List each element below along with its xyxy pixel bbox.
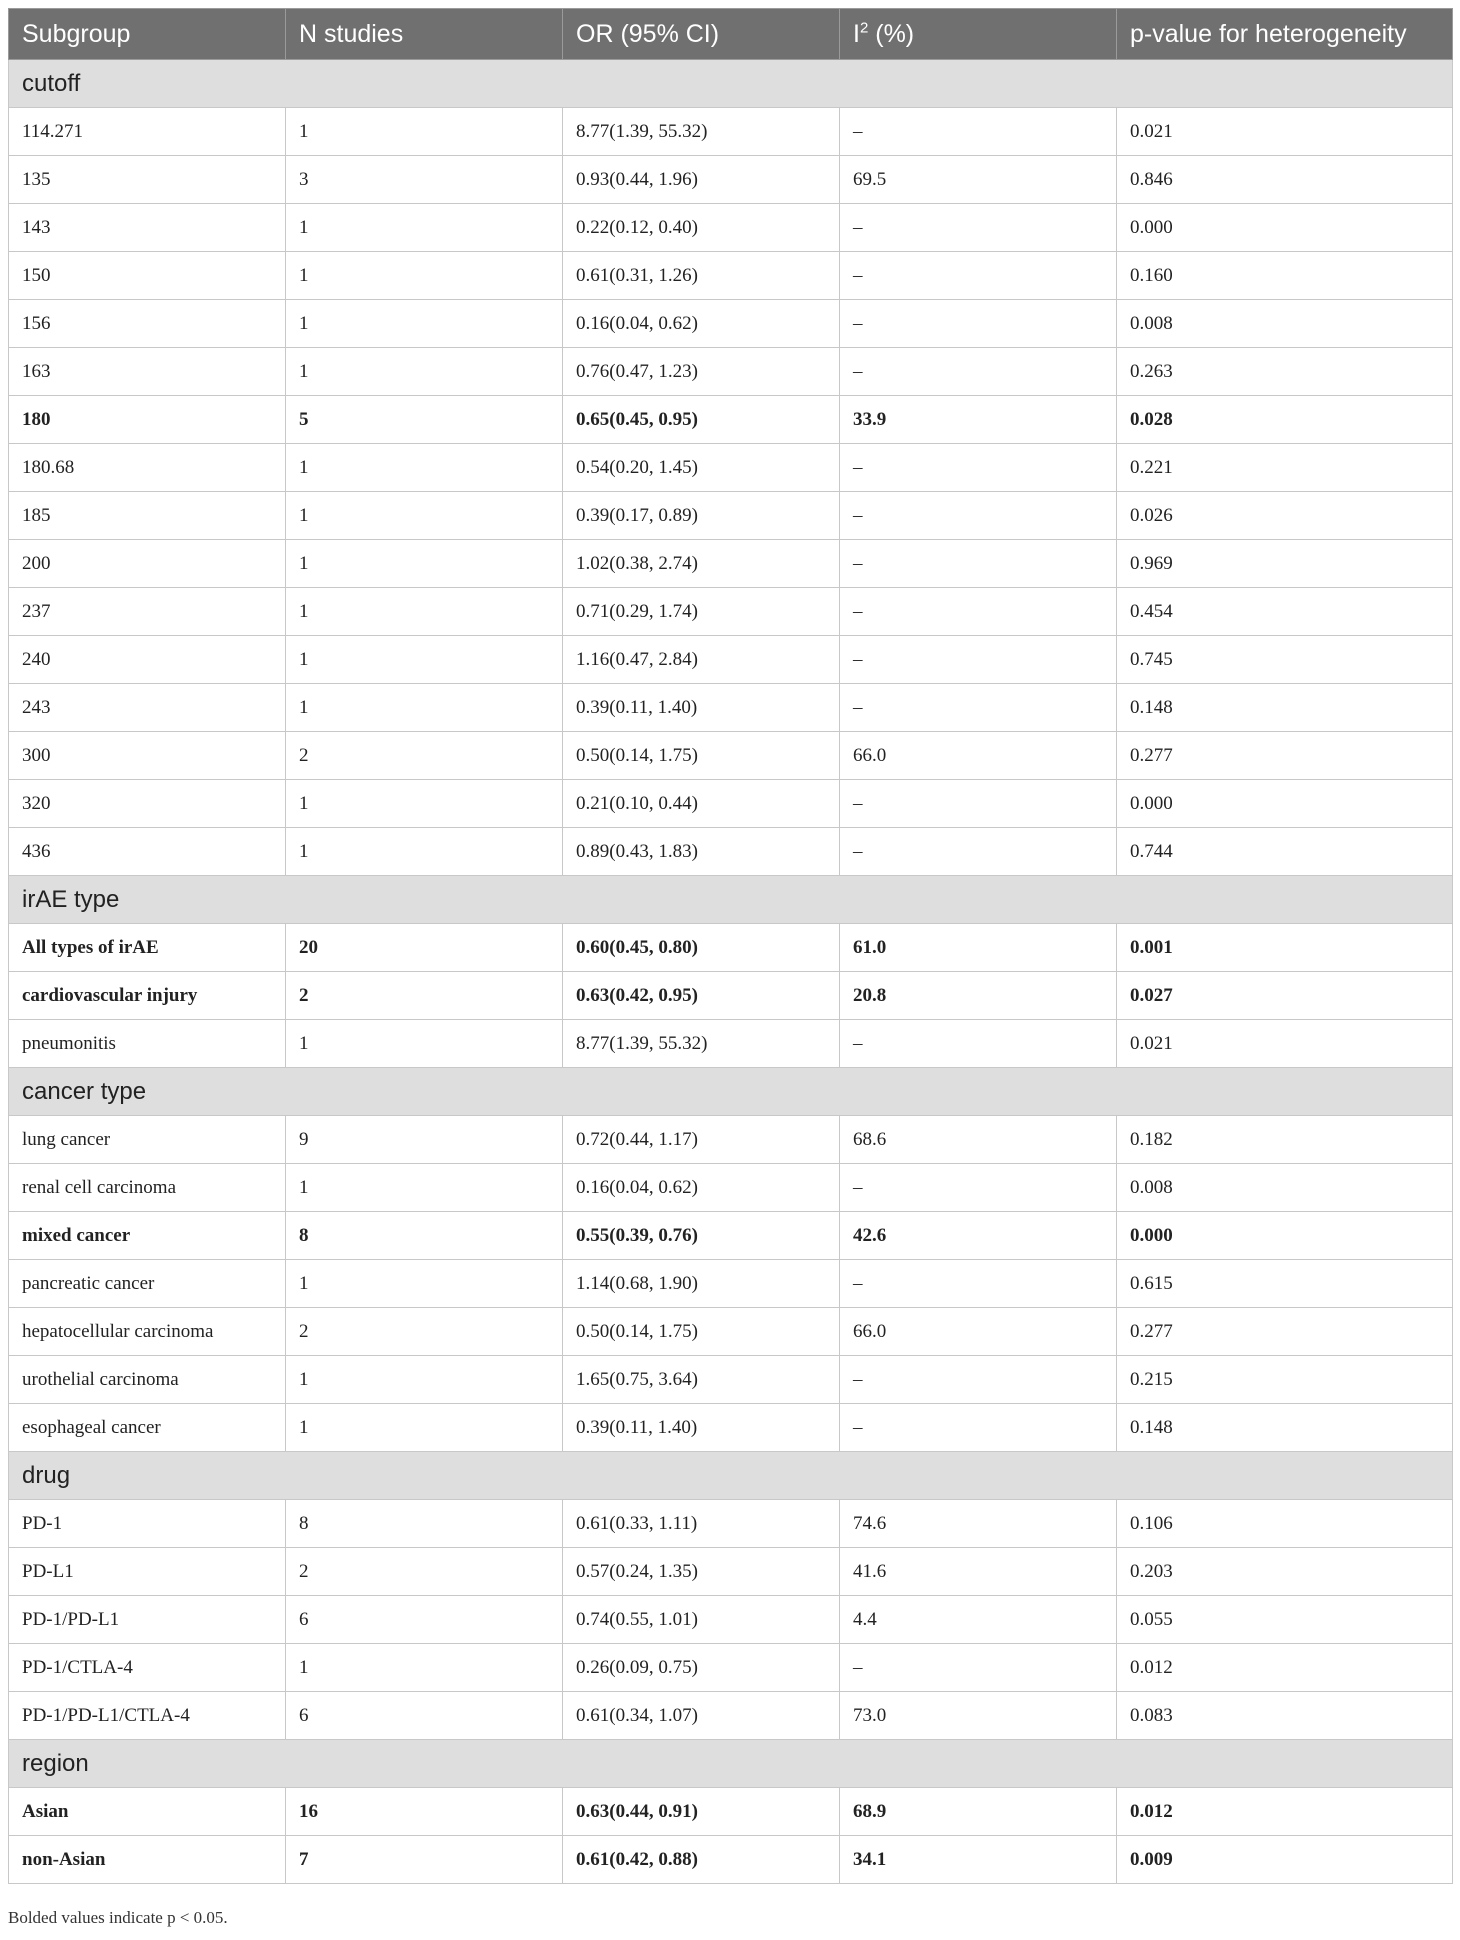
cell-p-value: 0.969 — [1117, 540, 1453, 588]
cell-p-value: 0.027 — [1117, 972, 1453, 1020]
cell-or-ci: 0.93(0.44, 1.96) — [563, 156, 840, 204]
header-i2-unit: (%) — [868, 19, 915, 48]
cell-n-studies: 1 — [286, 1020, 563, 1068]
cell-i2: 4.4 — [840, 1596, 1117, 1644]
cell-or-ci: 0.71(0.29, 1.74) — [563, 588, 840, 636]
cell-subgroup: 320 — [9, 780, 286, 828]
cell-subgroup: mixed cancer — [9, 1212, 286, 1260]
cell-or-ci: 0.54(0.20, 1.45) — [563, 444, 840, 492]
cell-n-studies: 1 — [286, 444, 563, 492]
cell-n-studies: 9 — [286, 1116, 563, 1164]
cell-n-studies: 1 — [286, 684, 563, 732]
cell-or-ci: 0.61(0.34, 1.07) — [563, 1692, 840, 1740]
table-row — [9, 204, 1453, 252]
cell-p-value: 0.021 — [1117, 108, 1453, 156]
cell-i2: – — [840, 252, 1117, 300]
cell-or-ci: 0.22(0.12, 0.40) — [563, 204, 840, 252]
cell-p-value: 0.846 — [1117, 156, 1453, 204]
cell-p-value: 0.160 — [1117, 252, 1453, 300]
cell-or-ci: 0.61(0.42, 0.88) — [563, 1836, 840, 1884]
cell-i2: 66.0 — [840, 1308, 1117, 1356]
cell-or-ci: 1.16(0.47, 2.84) — [563, 636, 840, 684]
table-row — [9, 972, 1453, 1020]
table-row — [9, 1404, 1453, 1452]
cell-n-studies: 1 — [286, 204, 563, 252]
table-row — [9, 1548, 1453, 1596]
table-row — [9, 1644, 1453, 1692]
table-row — [9, 1164, 1453, 1212]
cell-i2: – — [840, 1260, 1117, 1308]
cell-or-ci: 0.50(0.14, 1.75) — [563, 732, 840, 780]
header-i2-base: I — [853, 19, 860, 48]
cell-n-studies: 6 — [286, 1692, 563, 1740]
header-n-studies: N studies — [286, 9, 563, 60]
cell-subgroup: 156 — [9, 300, 286, 348]
cell-subgroup: 237 — [9, 588, 286, 636]
table-row — [9, 924, 1453, 972]
cell-n-studies: 1 — [286, 1260, 563, 1308]
cell-n-studies: 20 — [286, 924, 563, 972]
cell-subgroup: renal cell carcinoma — [9, 1164, 286, 1212]
cell-p-value: 0.001 — [1117, 924, 1453, 972]
table-row — [9, 444, 1453, 492]
table-row — [9, 108, 1453, 156]
table-row — [9, 396, 1453, 444]
section-header-row — [9, 1068, 1453, 1116]
cell-n-studies: 5 — [286, 396, 563, 444]
cell-subgroup: 135 — [9, 156, 286, 204]
cell-subgroup: 240 — [9, 636, 286, 684]
cell-or-ci: 0.72(0.44, 1.17) — [563, 1116, 840, 1164]
cell-n-studies: 1 — [286, 348, 563, 396]
cell-p-value: 0.026 — [1117, 492, 1453, 540]
section-header-row — [9, 60, 1453, 108]
cell-or-ci: 0.61(0.33, 1.11) — [563, 1500, 840, 1548]
cell-subgroup: 143 — [9, 204, 286, 252]
cell-i2: – — [840, 204, 1117, 252]
cell-n-studies: 1 — [286, 1164, 563, 1212]
cell-i2: – — [840, 1644, 1117, 1692]
cell-n-studies: 16 — [286, 1788, 563, 1836]
table-row — [9, 1116, 1453, 1164]
subgroup-analysis-table — [8, 8, 1453, 1884]
cell-i2: – — [840, 1356, 1117, 1404]
cell-or-ci: 0.61(0.31, 1.26) — [563, 252, 840, 300]
cell-p-value: 0.148 — [1117, 684, 1453, 732]
cell-p-value: 0.000 — [1117, 204, 1453, 252]
cell-subgroup: 200 — [9, 540, 286, 588]
table-row — [9, 1308, 1453, 1356]
header-subgroup: Subgroup — [9, 9, 286, 60]
cell-i2: – — [840, 108, 1117, 156]
cell-n-studies: 2 — [286, 1548, 563, 1596]
cell-subgroup: Asian — [9, 1788, 286, 1836]
header-i2-superscript: 2 — [859, 19, 869, 37]
cell-subgroup: 163 — [9, 348, 286, 396]
cell-i2: – — [840, 588, 1117, 636]
cell-p-value: 0.148 — [1117, 1404, 1453, 1452]
cell-or-ci: 0.39(0.11, 1.40) — [563, 1404, 840, 1452]
cell-subgroup: All types of irAE — [9, 924, 286, 972]
table-row — [9, 348, 1453, 396]
cell-n-studies: 2 — [286, 972, 563, 1020]
cell-i2: – — [840, 1164, 1117, 1212]
cell-p-value: 0.008 — [1117, 300, 1453, 348]
cell-i2: 68.6 — [840, 1116, 1117, 1164]
table-row — [9, 828, 1453, 876]
table-row — [9, 1836, 1453, 1884]
cell-or-ci: 8.77(1.39, 55.32) — [563, 1020, 840, 1068]
cell-p-value: 0.215 — [1117, 1356, 1453, 1404]
cell-i2: 74.6 — [840, 1500, 1117, 1548]
cell-or-ci: 0.65(0.45, 0.95) — [563, 396, 840, 444]
cell-subgroup: urothelial carcinoma — [9, 1356, 286, 1404]
cell-n-studies: 1 — [286, 828, 563, 876]
cell-or-ci: 0.55(0.39, 0.76) — [563, 1212, 840, 1260]
cell-subgroup: pancreatic cancer — [9, 1260, 286, 1308]
section-title: drug — [9, 1452, 1453, 1500]
cell-subgroup: hepatocellular carcinoma — [9, 1308, 286, 1356]
cell-subgroup: 300 — [9, 732, 286, 780]
cell-or-ci: 0.21(0.10, 0.44) — [563, 780, 840, 828]
table-row — [9, 780, 1453, 828]
cell-p-value: 0.744 — [1117, 828, 1453, 876]
cell-i2: – — [840, 300, 1117, 348]
cell-p-value: 0.000 — [1117, 1212, 1453, 1260]
cell-n-studies: 1 — [286, 492, 563, 540]
cell-or-ci: 0.74(0.55, 1.01) — [563, 1596, 840, 1644]
cell-n-studies: 1 — [286, 300, 563, 348]
cell-i2: 68.9 — [840, 1788, 1117, 1836]
cell-p-value: 0.012 — [1117, 1644, 1453, 1692]
table-footnote: Bolded values indicate p < 0.05. — [8, 1908, 228, 1927]
cell-or-ci: 0.39(0.17, 0.89) — [563, 492, 840, 540]
cell-i2: – — [840, 444, 1117, 492]
cell-p-value: 0.203 — [1117, 1548, 1453, 1596]
table-row — [9, 300, 1453, 348]
header-row — [9, 9, 1453, 60]
section-header-row — [9, 1740, 1453, 1788]
table-row — [9, 1356, 1453, 1404]
cell-p-value: 0.028 — [1117, 396, 1453, 444]
cell-n-studies: 1 — [286, 780, 563, 828]
cell-n-studies: 1 — [286, 1404, 563, 1452]
cell-p-value: 0.277 — [1117, 1308, 1453, 1356]
table-row — [9, 1692, 1453, 1740]
table-row — [9, 1500, 1453, 1548]
cell-p-value: 0.000 — [1117, 780, 1453, 828]
cell-n-studies: 8 — [286, 1212, 563, 1260]
cell-p-value: 0.745 — [1117, 636, 1453, 684]
cell-or-ci: 0.63(0.42, 0.95) — [563, 972, 840, 1020]
section-title: cutoff — [9, 60, 1453, 108]
table-row — [9, 1788, 1453, 1836]
cell-or-ci: 0.26(0.09, 0.75) — [563, 1644, 840, 1692]
cell-p-value: 0.055 — [1117, 1596, 1453, 1644]
cell-p-value: 0.106 — [1117, 1500, 1453, 1548]
cell-n-studies: 1 — [286, 540, 563, 588]
cell-i2: 41.6 — [840, 1548, 1117, 1596]
cell-p-value: 0.221 — [1117, 444, 1453, 492]
cell-subgroup: 185 — [9, 492, 286, 540]
cell-subgroup: esophageal cancer — [9, 1404, 286, 1452]
cell-i2: 61.0 — [840, 924, 1117, 972]
cell-subgroup: PD-L1 — [9, 1548, 286, 1596]
table-row — [9, 684, 1453, 732]
cell-subgroup: PD-1 — [9, 1500, 286, 1548]
header-i2 — [840, 9, 1117, 60]
cell-subgroup: PD-1/PD-L1 — [9, 1596, 286, 1644]
cell-i2: – — [840, 348, 1117, 396]
cell-n-studies: 2 — [286, 1308, 563, 1356]
cell-i2: – — [840, 492, 1117, 540]
table-row — [9, 156, 1453, 204]
table-row — [9, 1020, 1453, 1068]
cell-subgroup: 180 — [9, 396, 286, 444]
cell-n-studies: 1 — [286, 588, 563, 636]
cell-p-value: 0.021 — [1117, 1020, 1453, 1068]
cell-or-ci: 8.77(1.39, 55.32) — [563, 108, 840, 156]
cell-subgroup: non-Asian — [9, 1836, 286, 1884]
cell-subgroup: PD-1/PD-L1/CTLA-4 — [9, 1692, 286, 1740]
cell-i2: 34.1 — [840, 1836, 1117, 1884]
table-row — [9, 732, 1453, 780]
cell-n-studies: 2 — [286, 732, 563, 780]
cell-i2: – — [840, 780, 1117, 828]
cell-p-value: 0.263 — [1117, 348, 1453, 396]
cell-i2: – — [840, 1020, 1117, 1068]
cell-n-studies: 1 — [286, 1356, 563, 1404]
cell-n-studies: 1 — [286, 108, 563, 156]
cell-p-value: 0.009 — [1117, 1836, 1453, 1884]
cell-subgroup: 180.68 — [9, 444, 286, 492]
cell-or-ci: 1.02(0.38, 2.74) — [563, 540, 840, 588]
cell-or-ci: 0.76(0.47, 1.23) — [563, 348, 840, 396]
cell-subgroup: 243 — [9, 684, 286, 732]
cell-subgroup: 150 — [9, 252, 286, 300]
table-row — [9, 636, 1453, 684]
cell-subgroup: pneumonitis — [9, 1020, 286, 1068]
section-title: irAE type — [9, 876, 1453, 924]
cell-i2: – — [840, 684, 1117, 732]
cell-i2: – — [840, 1404, 1117, 1452]
cell-subgroup: PD-1/CTLA-4 — [9, 1644, 286, 1692]
cell-i2: 42.6 — [840, 1212, 1117, 1260]
cell-p-value: 0.454 — [1117, 588, 1453, 636]
cell-subgroup: cardiovascular injury — [9, 972, 286, 1020]
section-title: region — [9, 1740, 1453, 1788]
section-title: cancer type — [9, 1068, 1453, 1116]
cell-i2: – — [840, 540, 1117, 588]
cell-subgroup: 114.271 — [9, 108, 286, 156]
cell-i2: 73.0 — [840, 1692, 1117, 1740]
cell-subgroup: 436 — [9, 828, 286, 876]
cell-or-ci: 0.16(0.04, 0.62) — [563, 300, 840, 348]
cell-or-ci: 0.50(0.14, 1.75) — [563, 1308, 840, 1356]
cell-or-ci: 0.89(0.43, 1.83) — [563, 828, 840, 876]
cell-p-value: 0.615 — [1117, 1260, 1453, 1308]
cell-n-studies: 6 — [286, 1596, 563, 1644]
cell-n-studies: 3 — [286, 156, 563, 204]
cell-p-value: 0.083 — [1117, 1692, 1453, 1740]
cell-n-studies: 1 — [286, 252, 563, 300]
section-header-row — [9, 876, 1453, 924]
table-row — [9, 492, 1453, 540]
cell-p-value: 0.008 — [1117, 1164, 1453, 1212]
header-p-value: p-value for heterogeneity — [1117, 9, 1453, 60]
cell-p-value: 0.182 — [1117, 1116, 1453, 1164]
cell-i2: – — [840, 636, 1117, 684]
cell-or-ci: 1.14(0.68, 1.90) — [563, 1260, 840, 1308]
table-row — [9, 1596, 1453, 1644]
cell-subgroup: lung cancer — [9, 1116, 286, 1164]
table-body — [9, 60, 1453, 1884]
cell-i2: 66.0 — [840, 732, 1117, 780]
section-header-row — [9, 1452, 1453, 1500]
cell-or-ci: 0.63(0.44, 0.91) — [563, 1788, 840, 1836]
cell-i2: – — [840, 828, 1117, 876]
cell-n-studies: 7 — [286, 1836, 563, 1884]
cell-p-value: 0.012 — [1117, 1788, 1453, 1836]
cell-p-value: 0.277 — [1117, 732, 1453, 780]
table-row — [9, 1212, 1453, 1260]
cell-i2: 69.5 — [840, 156, 1117, 204]
cell-or-ci: 0.60(0.45, 0.80) — [563, 924, 840, 972]
table-row — [9, 252, 1453, 300]
table-row — [9, 588, 1453, 636]
cell-i2: 20.8 — [840, 972, 1117, 1020]
cell-or-ci: 0.39(0.11, 1.40) — [563, 684, 840, 732]
table-row — [9, 1260, 1453, 1308]
cell-n-studies: 8 — [286, 1500, 563, 1548]
table-row — [9, 540, 1453, 588]
header-or-ci: OR (95% CI) — [563, 9, 840, 60]
cell-or-ci: 0.16(0.04, 0.62) — [563, 1164, 840, 1212]
cell-or-ci: 0.57(0.24, 1.35) — [563, 1548, 840, 1596]
cell-n-studies: 1 — [286, 1644, 563, 1692]
cell-or-ci: 1.65(0.75, 3.64) — [563, 1356, 840, 1404]
cell-n-studies: 1 — [286, 636, 563, 684]
cell-i2: 33.9 — [840, 396, 1117, 444]
